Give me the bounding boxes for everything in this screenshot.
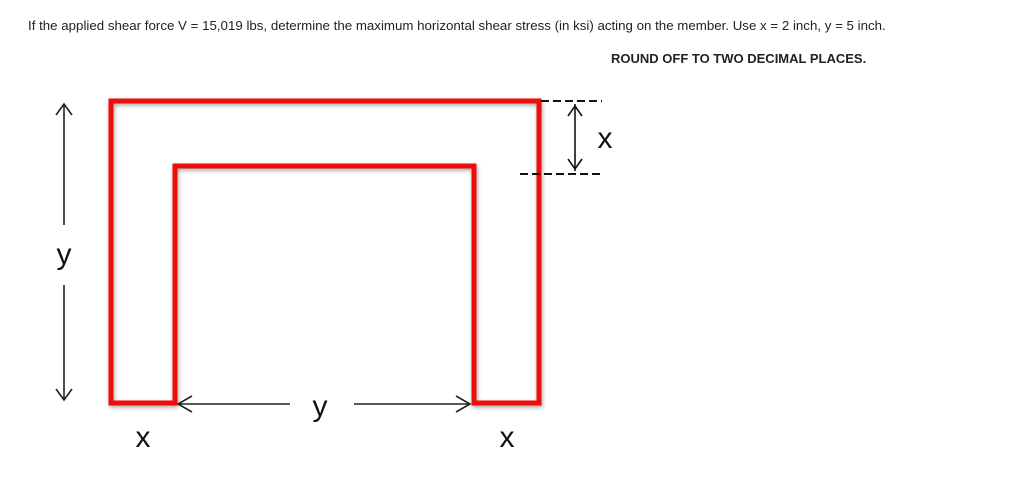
flange-thickness-dimension xyxy=(520,101,604,174)
height-label: y xyxy=(56,238,72,271)
flange-thickness-label: x xyxy=(597,122,613,155)
channel-outline xyxy=(111,101,539,403)
left-leg-label: x xyxy=(135,421,151,454)
right-leg-label: x xyxy=(499,421,515,454)
problem-question: If the applied shear force V = 15,019 lbs, determine the maximum horizontal shear stress (in ksi) acting on the member. Use x = 2 inch, y = 5 inch. xyxy=(28,18,886,33)
rounding-instruction: ROUND OFF TO TWO DECIMAL PLACES. xyxy=(611,51,867,66)
inner-width-label: y xyxy=(312,390,328,423)
